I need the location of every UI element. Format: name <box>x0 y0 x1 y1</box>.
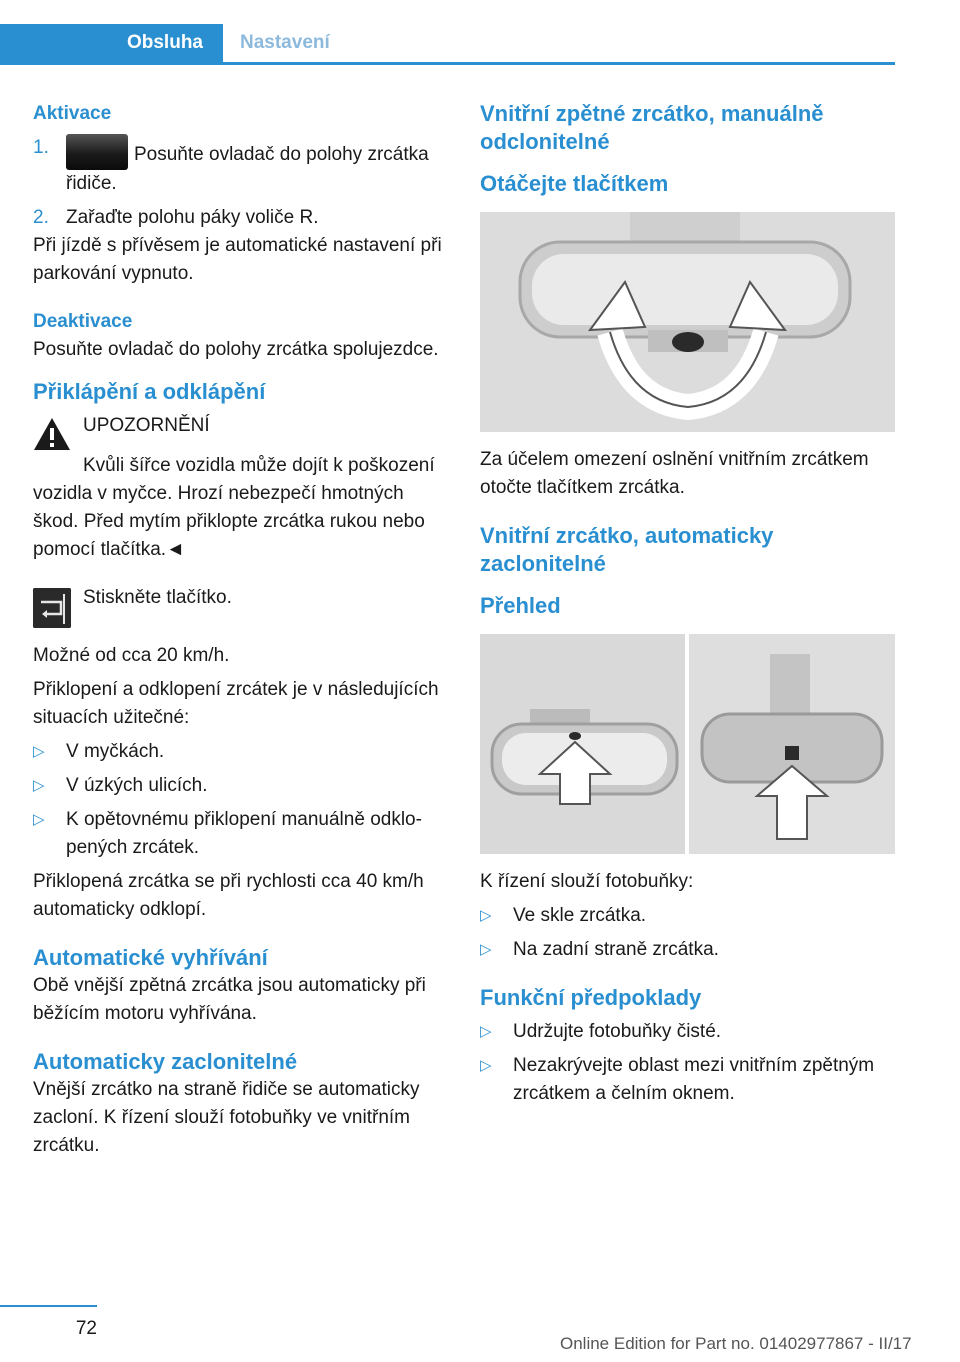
step-text: Posuňte ovladač do polohy zrcátka řidiče. <box>66 144 429 194</box>
header-tabbar <box>0 24 895 65</box>
requirements-heading: Funkční předpoklady <box>480 985 702 1010</box>
folding-heading: Přiklápění a odklápění <box>33 379 266 404</box>
dimming-heading: Automaticky zaclonitelné <box>33 1049 298 1074</box>
step-number: 2. <box>33 207 49 228</box>
auto-mirror-heading: Vnitřní zrcátko, automaticky zaclonitelné <box>480 523 774 576</box>
list-item-text: V úzkých ulicích. <box>66 775 208 796</box>
heating-heading: Automatické vyhřívání <box>33 945 268 970</box>
warning-triangle-icon <box>33 416 71 452</box>
mirror-fold-button-icon <box>33 588 71 628</box>
auto-unfold-note: Přiklopená zrcátka se při rychlosti cca 40 km/h automaticky odklopí. <box>33 871 424 920</box>
left-column <box>33 100 451 1160</box>
deactivation-text: Posuňte ovladač do polohy zrcátka spolujezdce. <box>33 339 439 360</box>
list-item <box>480 1018 898 1046</box>
list-item <box>33 738 451 766</box>
turn-button-heading: Otáčejte tlačítkem <box>480 171 669 196</box>
bullet-triangle-icon: ▷ <box>480 1023 492 1040</box>
list-item-text: V myčkách. <box>66 741 165 762</box>
list-item-text: K opětovnému přiklopení manuálně odklopených zrcátek. <box>66 809 422 858</box>
list-item-text: Udržujte fotobuňky čisté. <box>513 1021 722 1042</box>
bullet-triangle-icon: ▷ <box>480 941 492 958</box>
manual-mirror-heading: Vnitřní zpětné zrcátko, manuálně odclonitelné <box>480 101 824 154</box>
list-item <box>480 936 898 964</box>
warning-title: UPOZORNĚNÍ <box>83 415 210 436</box>
step-2 <box>33 204 451 232</box>
list-item-text: Na zadní straně zrcátka. <box>513 939 719 960</box>
bullet-triangle-icon: ▷ <box>480 907 492 924</box>
manual-mirror-illustration <box>480 212 895 432</box>
manual-mirror-figure <box>480 212 895 432</box>
list-item <box>480 902 898 930</box>
overview-heading: Přehled <box>480 593 561 618</box>
list-item <box>33 806 451 862</box>
activation-heading: Aktivace <box>33 103 112 124</box>
bullet-triangle-icon: ▷ <box>33 777 45 794</box>
tab-obsluha[interactable]: Obsluha <box>0 24 223 62</box>
edition-note: Online Edition for Part no. 01402977867 - II/17 <box>560 1334 912 1353</box>
useful-intro: Přiklopení a odklopení zrcátek je v následujících situacích užitečné: <box>33 679 439 728</box>
list-item <box>33 772 451 800</box>
page-number: 72 <box>75 1318 97 1339</box>
bullet-triangle-icon: ▷ <box>480 1057 492 1074</box>
footer-rule <box>0 1305 97 1307</box>
list-item-text: Ve skle zrcátka. <box>513 905 647 926</box>
step-number: 1. <box>33 137 49 158</box>
bullet-triangle-icon: ▷ <box>33 811 45 828</box>
bullet-triangle-icon: ▷ <box>33 743 45 760</box>
mirror-switch-icon <box>66 134 128 170</box>
auto-mirror-illustration <box>480 634 895 854</box>
heating-text: Obě vnější zpětná zrcátka jsou automaticky při běžícím motoru vyhřívána. <box>33 975 426 1024</box>
fold-button-row <box>33 584 451 628</box>
step-1 <box>33 134 451 198</box>
deactivation-heading: Deaktivace <box>33 311 133 332</box>
warning-block <box>33 412 451 452</box>
dimming-text: Vnější zrcátko na straně řidiče se automaticky zacloní. K řízení slouží fotobuňky ve vnitřním zrcátku. <box>33 1079 420 1156</box>
warning-text: Kvůli šířce vozidla může dojít k poškození vozidla v myčce. Hrozí nebezpečí hmotných škod. Před mytím přiklopte zrcátka rukou nebo pomocí tlačítka.◄ <box>33 455 435 560</box>
speed-note: Možné od cca 20 km/h. <box>33 645 230 666</box>
auto-mirror-figure <box>480 634 895 854</box>
step-text: Zařaďte polohu páky voliče R. <box>66 207 319 228</box>
trailer-note: Při jízdě s přívěsem je automatické nastavení při parkování vypnuto. <box>33 235 442 284</box>
press-button-text: Stiskněte tlačítko. <box>83 587 232 608</box>
turn-button-text: Za účelem omezení oslnění vnitřním zrcátkem otočte tlačítkem zrcátka. <box>480 449 869 498</box>
right-column <box>480 100 898 1108</box>
sensors-intro: K řízení slouží fotobuňky: <box>480 871 694 892</box>
tab-nastaveni[interactable]: Nastavení <box>240 32 330 53</box>
list-item <box>480 1052 898 1108</box>
list-item-text: Nezakrývejte oblast mezi vnitřním zpětným zrcátkem a čelním oknem. <box>513 1055 875 1104</box>
